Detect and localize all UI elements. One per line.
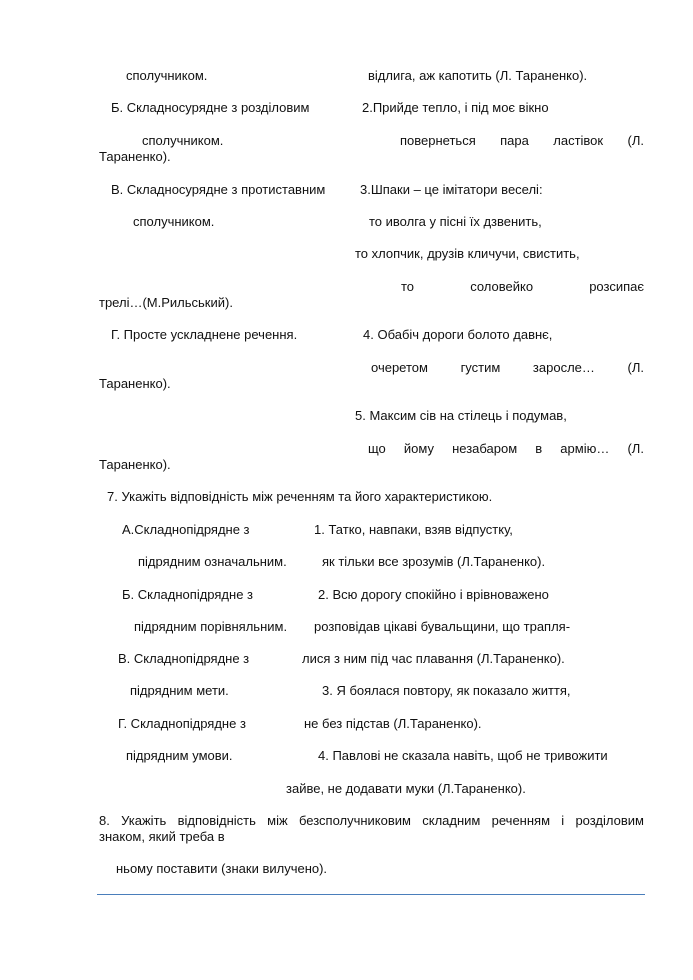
word: заросле…	[532, 360, 595, 375]
q7-sentence-4-line1: 4. Павлові не сказала навіть, щоб не тривожити	[318, 748, 608, 763]
q6-sentence-3-line2: то иволга у пісні їх дзвенить,	[369, 214, 542, 229]
word: (Л.	[627, 360, 644, 375]
q8-heading-line1	[99, 813, 644, 829]
q7-sentence-2-line3: лися з ним під час плавання (Л.Тараненко).	[302, 651, 565, 666]
q6-sentence-4-line1: 4. Обабіч дороги болото давнє,	[363, 327, 553, 342]
q7-sentence-2-line2: розповідав цікаві бувальщини, що трапля-	[314, 619, 571, 634]
q7-sentence-2-line1: 2. Всю дорогу спокійно і врівноважено	[318, 587, 549, 602]
word: що	[368, 441, 386, 456]
q6-sentence-4-wrap: Тараненко).	[99, 376, 171, 391]
q7-option-a-line2: підрядним означальним.	[138, 554, 287, 569]
word: армію…	[560, 441, 610, 456]
q7-option-b-line2: підрядним порівняльним.	[134, 619, 288, 634]
q6-sentence-2-line1: 2.Прийде тепло, і під моє вікно	[362, 100, 549, 115]
q6-option-b-line2: сполучником.	[142, 133, 224, 148]
q6-sentence-5-line2	[368, 441, 644, 457]
q7-sentence-4-line2: зайве, не додавати муки (Л.Тараненко).	[286, 781, 526, 796]
q7-sentence-1-line1: 1. Татко, навпаки, взяв відпустку,	[314, 522, 513, 537]
word: між	[267, 813, 288, 828]
q6-option-d-line1: Г. Просте ускладнене речення.	[111, 327, 298, 342]
q7-sentence-1-line2: як тільки все зрозумів (Л.Тараненко).	[322, 554, 546, 569]
q7-option-c-line1: В. Складнопідрядне з	[118, 651, 250, 666]
q6-sentence-3-wrap: трелі…(М.Рильський).	[99, 295, 233, 310]
word: розділовим	[575, 813, 644, 828]
q6-option-c-line1: В. Складносурядне з протиставним	[111, 182, 326, 197]
q8-heading-line2: знаком, який треба в	[99, 829, 225, 844]
q8-heading-line3: ньому поставити (знаки вилучено).	[116, 861, 328, 876]
word: реченням	[491, 813, 551, 828]
word: в	[535, 441, 543, 456]
word: незабаром	[452, 441, 518, 456]
q6-sentence-1-continuation: відлига, аж капотить (Л. Тараненко).	[368, 68, 588, 83]
q7-heading: 7. Укажіть відповідність між реченням та його характеристикою.	[107, 489, 493, 504]
footer-divider	[97, 894, 645, 895]
q6-option-c-line2: сполучником.	[133, 214, 215, 229]
word: пара	[500, 133, 529, 148]
q7-option-d-line1: Г. Складнопідрядне з	[118, 716, 246, 731]
word: соловейко	[470, 279, 534, 294]
word: Укажіть	[121, 813, 167, 828]
q7-option-a-line1: А.Складнопідрядне з	[122, 522, 250, 537]
word: безсполучниковим	[298, 813, 411, 828]
word: і	[561, 813, 565, 828]
q6-sentence-3-line1: 3.Шпаки – це імітатори веселі:	[360, 182, 543, 197]
word: (Л.	[627, 133, 644, 148]
q7-sentence-3-line2: не без підстав (Л.Тараненко).	[304, 716, 482, 731]
q6-sentence-4-line2	[371, 360, 644, 376]
q7-option-c-line2: підрядним мети.	[130, 683, 229, 698]
word: ластівок	[553, 133, 604, 148]
word: йому	[403, 441, 434, 456]
word: повернеться	[400, 133, 476, 148]
q6-sentence-3-line3: то хлопчик, друзів кличучи, свистить,	[355, 246, 580, 261]
word: відповідність	[177, 813, 256, 828]
word: 8.	[99, 813, 110, 828]
word: складним	[422, 813, 481, 828]
q6-sentence-2-wrap: Тараненко).	[99, 149, 171, 164]
q6-sentence-2-line2	[400, 133, 644, 149]
word: (Л.	[627, 441, 644, 456]
word: очеретом	[371, 360, 428, 375]
q7-option-d-line2: підрядним умови.	[126, 748, 233, 763]
q6-option-a-continuation: сполучником.	[126, 68, 208, 83]
q6-sentence-5-wrap: Тараненко).	[99, 457, 171, 472]
q6-option-b-line1: Б. Складносурядне з розділовим	[111, 100, 310, 115]
word: розсипає	[589, 279, 644, 294]
q7-sentence-3-line1: 3. Я боялася повтору, як показало життя,	[322, 683, 571, 698]
word: то	[401, 279, 415, 294]
q6-sentence-3-line4	[401, 279, 644, 295]
q6-sentence-5-line1: 5. Максим сів на стілець і подумав,	[355, 408, 567, 423]
q7-option-b-line1: Б. Складнопідрядне з	[122, 587, 253, 602]
word: густим	[460, 360, 501, 375]
